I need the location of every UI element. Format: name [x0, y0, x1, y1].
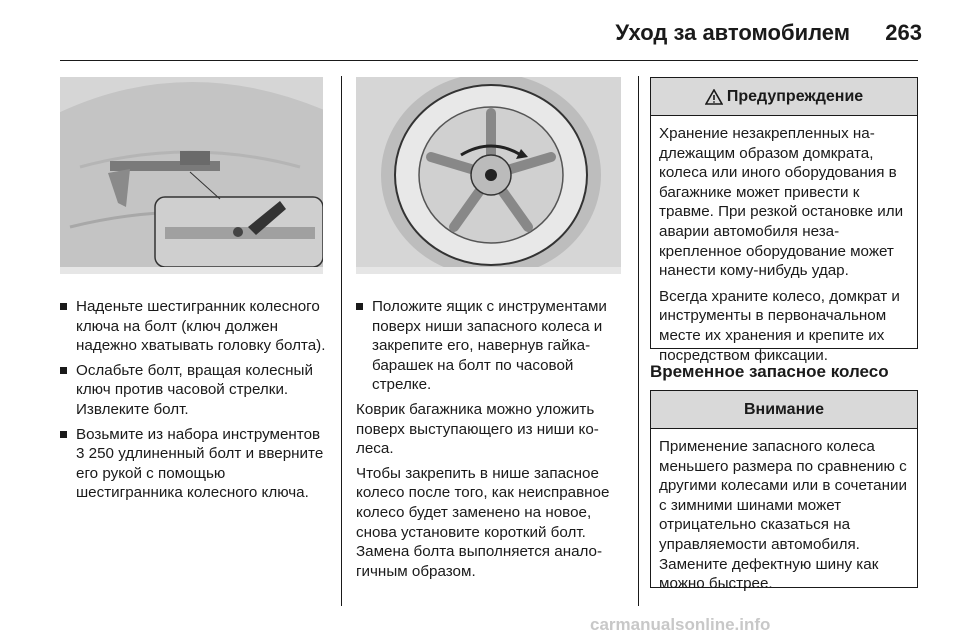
- page-number: 263: [885, 20, 922, 45]
- watermark: carmanualsonline.info: [590, 615, 771, 634]
- left-column: [60, 297, 330, 508]
- warning-box-header: [651, 78, 917, 116]
- instruction-bullet: [60, 361, 330, 420]
- middle-column: [356, 297, 626, 586]
- bullet-text: Положите ящик с инструментами поверх ниши запасного колеса и закрепите его, навернув гайка-барашек на болт по часовой стрелке.: [372, 298, 607, 394]
- bullet-marker: [60, 303, 67, 310]
- warning-triangle-icon: [705, 89, 723, 105]
- header-title: Уход за автомобилем: [615, 20, 850, 45]
- wrench-bolt-illustration: [60, 77, 323, 274]
- body-paragraph: Чтобы закрепить в нише запасное колесо после того, как неисправное колесо будет заменено на новое, снова установите короткий болт. Замена болта выполняется аналогичным образом.: [356, 464, 610, 580]
- caution-paragraph: Применение запасного колеса меньшего размера по сравнению с другими колесами или в сочетании с зимними шинами может отрицательно сказаться на управляемости автомобиля. Замените дефектную шину как можно быстрее.: [659, 438, 907, 593]
- warning-paragraph: Хранение незакрепленных надлежащим образом домкрата, колеса или иного оборудования в багажнике может привести к травме. При резкой остановке или аварии автомобиля незакрепленное оборудование может нанести кому-нибудь удар.: [659, 125, 904, 280]
- warning-box-body: [651, 116, 917, 377]
- warning-paragraph: Всегда храните колесо, домкрат и инструменты в первоначальном месте их хранения и крепите их посредством фиксации.: [659, 287, 900, 364]
- caution-box: [650, 390, 918, 593]
- column-divider: [638, 76, 639, 606]
- bullet-marker: [60, 367, 67, 374]
- caution-box-body: [651, 429, 917, 606]
- caution-box-header: [651, 391, 917, 429]
- bullet-text: Наденьте шестигранник колесного ключа на болт (ключ должен надежно хватывать головку болта).: [76, 298, 326, 355]
- bullet-text: Ослабьте болт, вращая колесный ключ против часовой стрелки. Извлеките болт.: [76, 361, 313, 418]
- warning-box-title: Предупреждение: [726, 87, 864, 105]
- instruction-bullet: [60, 297, 330, 356]
- warning-box: [650, 77, 918, 364]
- section-heading: Временное запасное колесо: [650, 362, 889, 381]
- body-paragraph: Коврик багажника можно уложить поверх выступающего из ниши колеса.: [356, 400, 599, 458]
- column-divider: [341, 76, 342, 606]
- bullet-marker: [356, 303, 363, 310]
- caution-box-title: Внимание: [744, 400, 824, 418]
- page-header: [0, 14, 960, 54]
- instruction-bullet: [356, 297, 626, 395]
- spare-wheel-illustration: [356, 77, 621, 274]
- bullet-text: Возьмите из набора инструментов 3 250 удлиненный болт и вверните его рукой с помощью шестигранника колесного ключа.: [76, 425, 324, 502]
- bullet-marker: [60, 431, 67, 438]
- instruction-bullet: [60, 425, 330, 503]
- header-rule: [60, 60, 918, 61]
